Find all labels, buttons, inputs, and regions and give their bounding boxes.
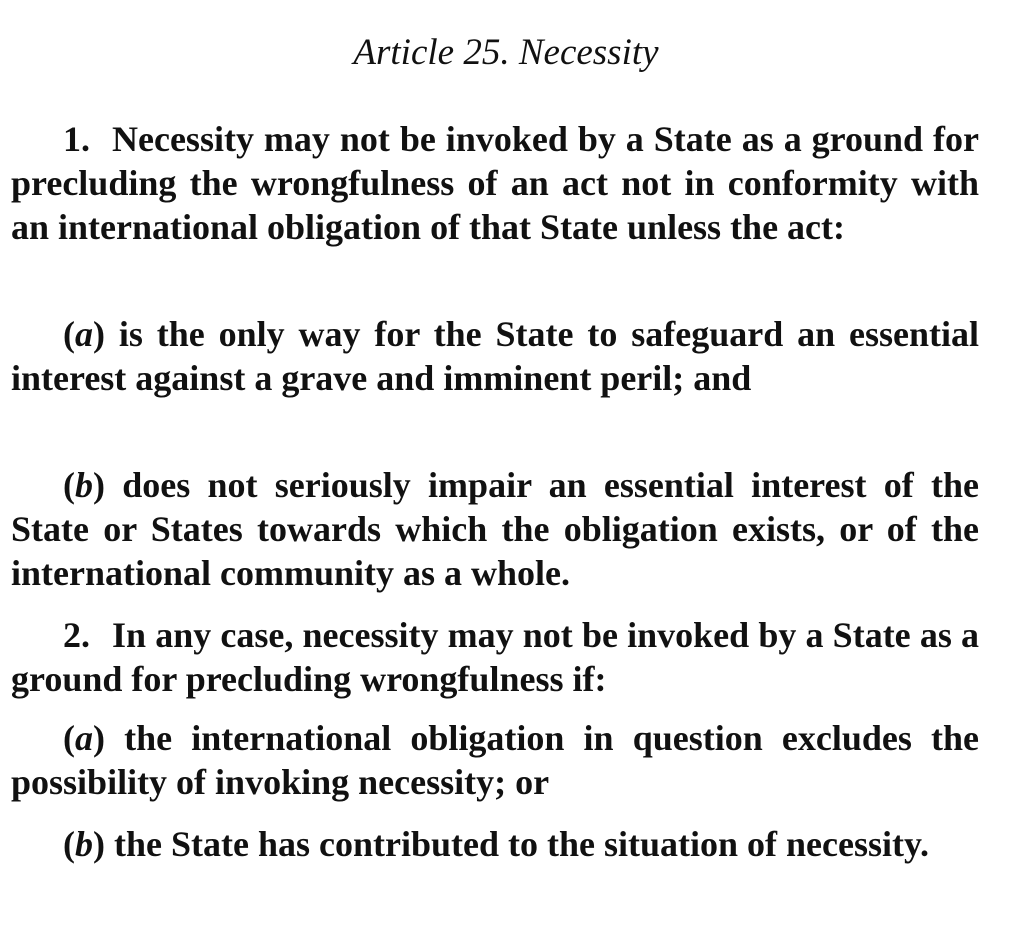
subparagraph-2a: (a) the international obligation in question excludes the possibility of invoking necessity; or [11, 718, 979, 802]
paragraph-number: 2. [63, 615, 90, 655]
paragraph-number: 1. [63, 119, 90, 159]
article-title: Article 25. Necessity [353, 32, 659, 73]
paragraph-text: Necessity may not be invoked by a State as a ground for precluding the wrongfulness of an act not in conformity with an international obligation of that State unless the act: [11, 119, 979, 247]
paragraph-2 [11, 613, 979, 701]
subparagraph-label: a [75, 718, 93, 758]
subparagraph-text: the international obligation in question excludes the possibility of invoking necessity; or [11, 718, 979, 802]
subparagraph-label: b [75, 465, 93, 505]
subparagraph-1b: (b) does not seriously impair an essential interest of the State or States towards which the obligation exists, or of the international community as a whole. [11, 465, 979, 593]
subparagraph-label: a [75, 314, 93, 354]
subparagraph-label: b [75, 824, 93, 864]
subparagraph-text: the State has contributed to the situation of necessity. [114, 824, 929, 864]
subparagraph-text: does not seriously impair an essential interest of the State or States towards which the obligation exists, or of the international community as a whole. [11, 465, 979, 593]
subparagraph-2b: (b) the State has contributed to the situation of necessity. [63, 824, 929, 864]
paragraph-text: In any case, necessity may not be invoked by a State as a ground for precluding wrongfulness if: [11, 615, 979, 699]
subparagraph-text: is the only way for the State to safeguard an essential interest against a grave and imminent peril; and [11, 314, 979, 398]
paragraph-1 [11, 117, 979, 249]
subparagraph-1a: (a) is the only way for the State to safeguard an essential interest against a grave and imminent peril; and [11, 314, 979, 398]
